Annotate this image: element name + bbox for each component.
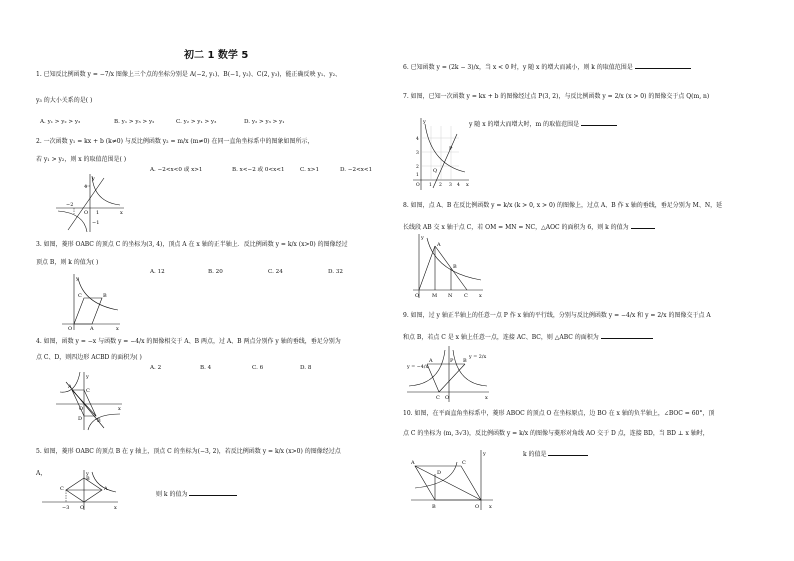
q2-option-c: C. x>1 xyxy=(300,167,320,173)
q4-label-d: D xyxy=(78,416,83,422)
q8-label-origin: O xyxy=(415,293,420,299)
q5-label-neg3: −3 xyxy=(62,505,70,511)
q3-label-y: y xyxy=(76,276,79,282)
q7-label-q: Q xyxy=(433,168,438,174)
q2-label-1: 1 xyxy=(96,210,100,216)
q4-label-origin: O xyxy=(79,406,84,412)
q7-figure xyxy=(411,116,471,192)
q6-stem-line1 xyxy=(403,62,691,72)
q5-label-y: y xyxy=(86,471,89,477)
q8-label-x: x xyxy=(479,293,482,299)
q2-figure xyxy=(54,172,126,234)
q7-label-x2: 2 xyxy=(439,183,442,188)
q4-stem-line1: 4. 如图，函数 y = −x 与函数 y = −4/x 的图像相交于 A、B 两点，过 A、B 两点分别作 y 轴的垂线，垂足分别为 xyxy=(36,338,341,345)
q9-label-origin: O xyxy=(445,395,450,401)
q7-label-4: 4 xyxy=(416,137,419,142)
q2-option-a: A. −2<x<0 或 x>1 xyxy=(150,167,203,173)
q3-figure xyxy=(60,272,122,332)
q4-label-x: x xyxy=(118,406,121,412)
q10-label-x: x xyxy=(489,504,492,510)
q7-label-y: y xyxy=(423,119,426,125)
q2-option-b: B. x<−2 或 0<x<1 xyxy=(232,167,285,173)
q7-label-1: 1 xyxy=(416,173,419,178)
q2-label-neg2: −2 xyxy=(66,202,74,208)
q2-stem-line1: 2. 一次函数 y₁ = kx + b (k≠0) 与反比例函数 y₂ = m/x (m≠0) 在同一直角坐标系中的图象如图所示， xyxy=(36,138,314,145)
q2-label-origin: O xyxy=(84,210,89,216)
q7-label-x1: 1 xyxy=(429,183,432,188)
q8-answer-blank[interactable] xyxy=(631,222,655,229)
q6-stem-text: 6. 已知函数 y = (2k − 3)/x，当 x < 0 时，y 随 x 的增大而减小，则 k 的取值范围是 xyxy=(403,64,633,71)
q9-stem-line1: 9. 如图，过 y 轴正半轴上的任意一点 P 作 x 轴的平行线，分别与反比例函数 y = −4/x 和 y = 2/x 的图像交于点 A xyxy=(403,312,711,319)
q1-option-b: B. y₁ > y₃ > y₂ xyxy=(114,119,155,125)
q3-label-a: A xyxy=(90,326,94,332)
q7-answer-blank[interactable] xyxy=(581,119,617,126)
q7-label-origin: O xyxy=(416,183,420,188)
q9-label-b: B xyxy=(463,358,467,364)
q7-label-x3: 3 xyxy=(449,183,452,188)
q5-label-origin: O xyxy=(80,505,85,511)
q9-label-2-over-x: y = 2/x xyxy=(469,355,487,360)
q3-label-b: B xyxy=(103,293,107,299)
q1-option-d: D. y₂ > y₃ > y₁ xyxy=(244,119,285,125)
q7-stem-line1: 7. 如图，已知一次函数 y = kx + b 的图像经过点 P(3, 2)，与反比例函数 y = 2/x (x > 0) 的图像交于点 Q(m, n) xyxy=(403,93,710,100)
q4-figure xyxy=(54,370,124,432)
q4-option-c: C. 6 xyxy=(252,365,264,371)
q5-answer-prompt xyxy=(156,489,237,499)
q3-stem-line2: 顶点 B，则 k 的值为( ) xyxy=(36,259,99,266)
q3-label-x: x xyxy=(116,326,119,332)
q3-option-a: A. 12 xyxy=(150,269,165,275)
q10-label-d: D xyxy=(437,470,442,476)
q10-label-y: y xyxy=(483,451,486,457)
q2-label-4: 4 xyxy=(84,184,88,190)
q7-stem-text: y 随 x 的增大而增大时，m 的取值范围是 xyxy=(469,121,580,128)
q10-stem-line2: 点 C 的坐标为 (m, 3√3)，反比例函数 y = k/x 的图像与菱形对角线 AO 交于 D 点，连接 BD，当 BD ⊥ x 轴时， xyxy=(403,430,709,437)
q10-stem-text: k 的值是 xyxy=(523,451,547,458)
q9-label-neg4-over-x: y = −4/x xyxy=(407,365,429,370)
q1-option-c: C. y₂ > y₁ > y₃ xyxy=(176,119,217,125)
q5-label-c: C xyxy=(60,486,64,492)
q4-option-d: D. 8 xyxy=(300,365,312,371)
q5-figure xyxy=(40,468,120,512)
q4-label-a: A xyxy=(68,384,72,390)
q1-stem-line2: y₃ 的大小关系的是( ) xyxy=(36,97,93,104)
q9-stem-line2 xyxy=(403,332,653,342)
q7-stem-line2 xyxy=(469,119,617,129)
q4-option-b: B. 4 xyxy=(200,365,212,371)
q4-option-a: A. 2 xyxy=(150,365,162,371)
q10-stem-line3 xyxy=(523,449,588,459)
q2-option-d: D. −2<x<1 xyxy=(340,167,373,173)
q8-label-c: C xyxy=(464,293,468,299)
q2-label-neg1: −1 xyxy=(92,220,100,226)
q2-label-y: y xyxy=(92,176,95,182)
q5-answer-text: 则 k 的值为 xyxy=(156,491,188,498)
q7-label-p: P xyxy=(449,146,453,152)
q10-stem-line1: 10. 如图，在平面直角坐标系中，菱形 ABOC 的顶点 O 在坐标原点，边 BO 在 x 轴的负半轴上，∠BOC = 60°，顶 xyxy=(403,410,715,417)
q8-stem-text: 长线段 AB 交 x 轴于点 C，若 OM = MN = NC，△AOC 的面积为 6，则 k 的值为 xyxy=(403,224,629,231)
q8-figure xyxy=(411,232,485,300)
q10-figure xyxy=(409,448,495,512)
q8-label-y: y xyxy=(421,235,424,241)
q1-stem-line1: 1. 已知反比例函数 y = −7/x 图像上三个点的坐标分别是 A(−2, y₁)、B(−1, y₂)、C(2, y₃)，能正确反映 y₁、y₂、 xyxy=(36,71,342,78)
q4-label-y: y xyxy=(86,374,89,380)
q3-option-d: D. 32 xyxy=(328,269,343,275)
q7-label-x: x xyxy=(466,182,469,188)
q3-option-c: C. 24 xyxy=(268,269,283,275)
q9-label-a: A xyxy=(429,358,433,364)
q8-stem-line2 xyxy=(403,222,655,232)
q2-label-x: x xyxy=(120,210,123,216)
q9-label-p: P xyxy=(450,358,454,364)
q10-label-b: B xyxy=(432,504,436,510)
q5-stem-line1: 5. 如图，菱形 OABC 的顶点 B 在 y 轴上，顶点 C 的坐标为(−3, 2)，若反比例函数 y = k/x (x>0) 的图像经过点 xyxy=(36,448,341,455)
q7-label-x4: 4 xyxy=(457,183,460,188)
q5-answer-blank[interactable] xyxy=(189,489,237,496)
q4-stem-line2: 点 C、D，则四边形 ACBD 的面积为( ) xyxy=(36,354,142,361)
q8-label-m: M xyxy=(432,293,438,299)
q5-label-x: x xyxy=(114,505,117,511)
q7-label-3: 3 xyxy=(416,151,419,156)
page-title: 初二 1 数学 5 xyxy=(184,50,249,61)
q1-option-a: A. y₁ > y₂ > y₃ xyxy=(40,119,81,125)
q6-answer-blank[interactable] xyxy=(635,62,691,69)
q8-label-n: N xyxy=(448,293,453,299)
q7-label-2: 2 xyxy=(416,165,419,170)
q9-figure xyxy=(405,344,491,404)
q4-label-c: C xyxy=(86,388,90,394)
q9-stem-text: 和点 B，若点 C 是 x 轴上任意一点，连接 AC、BC，则 △ABC 的面积为 xyxy=(403,334,599,341)
q3-label-c: C xyxy=(78,293,82,299)
q3-stem-line1: 3. 如图，菱形 OABC 的顶点 C 的坐标为(3, 4)，顶点 A 在 x 轴的正半轴上．反比例函数 y = k/x (x>0) 的图像经过 xyxy=(36,241,348,248)
q8-label-b: B xyxy=(453,264,457,270)
q10-label-a: A xyxy=(411,460,415,466)
q9-label-c: C xyxy=(436,395,440,401)
q10-label-origin: O xyxy=(475,504,480,510)
q10-answer-blank[interactable] xyxy=(548,449,588,456)
q9-label-x: x xyxy=(485,395,488,401)
q4-label-b: B xyxy=(97,418,101,424)
q8-label-a: A xyxy=(437,242,441,248)
q5-label-b: B xyxy=(86,476,90,482)
q2-stem-line2: 若 y₁ > y₂，则 x 的取值范围是( ) xyxy=(36,156,127,163)
q5-label-a: A xyxy=(104,486,108,492)
q9-answer-blank[interactable] xyxy=(601,332,653,339)
q8-stem-line1: 8. 如图，点 A、B 在反比例函数 y = k/x (k > 0, x > 0) 的图像上，过点 A、B 作 x 轴的垂线，垂足分别为 M、N，延 xyxy=(403,202,723,209)
q3-label-origin: O xyxy=(68,326,73,332)
q3-option-b: B. 20 xyxy=(208,269,223,275)
q5-stem-line2: A， xyxy=(36,470,47,477)
q10-label-c: C xyxy=(462,460,466,466)
